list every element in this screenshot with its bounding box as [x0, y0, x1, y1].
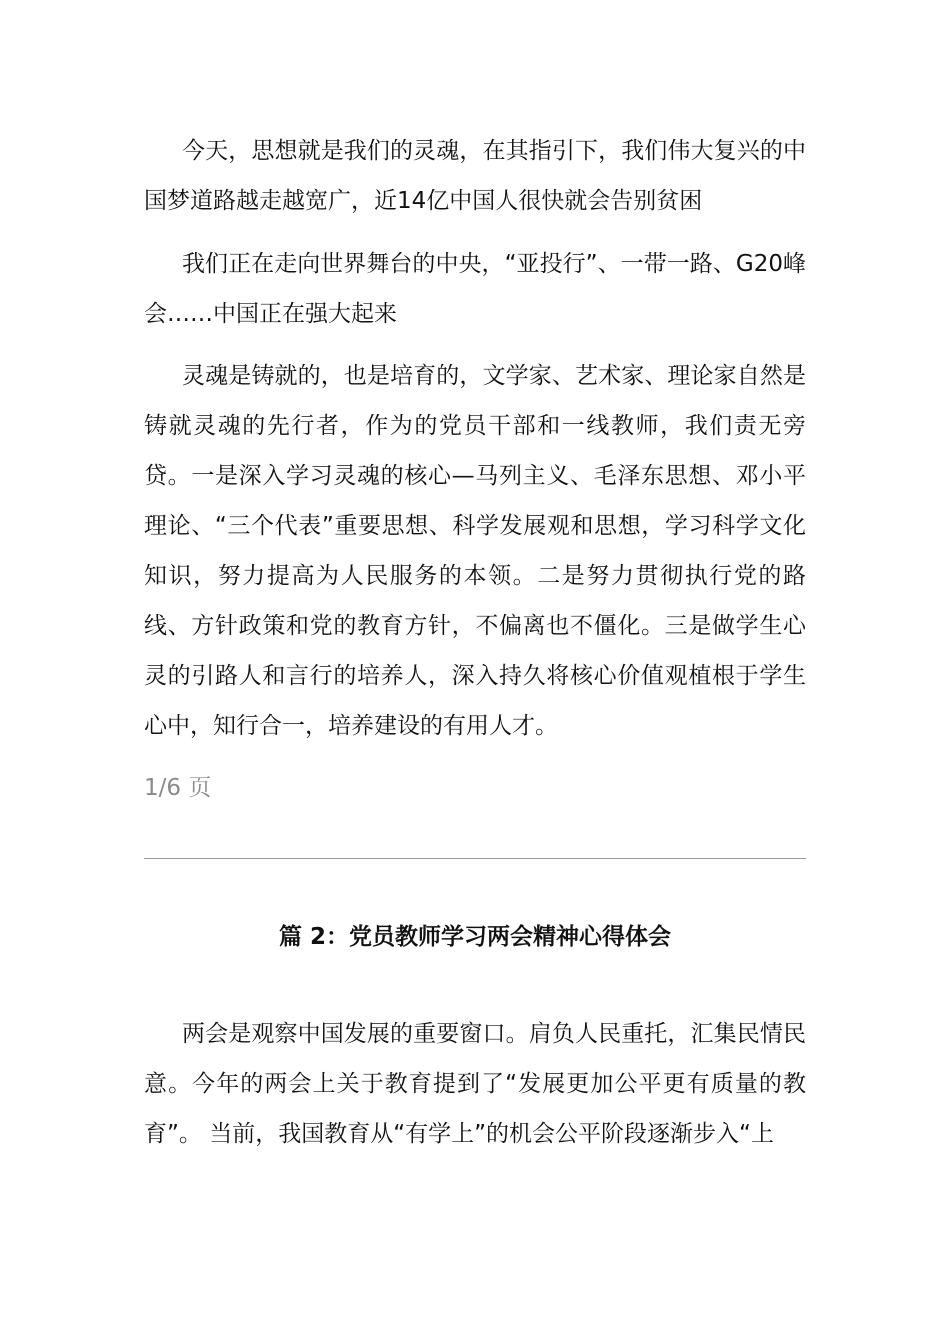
paragraph-1	[144, 126, 806, 226]
paragraph-text: 两会是观察中国发展的重要窗口。肩负人民重托，汇集民情民意。今年的两会上关于教育提到了“发展更加公平更有质量的教育”。 当前，我国教育从“有学上”的机会公平阶段逐渐步入“上	[144, 1021, 806, 1147]
paragraph-3	[144, 351, 806, 751]
paragraph-4	[144, 1009, 806, 1159]
paragraph-text: 我们正在走向世界舞台的中央，“亚投行”、一带一路、G20峰会……中国正在强大起来	[144, 251, 806, 327]
page-divider	[144, 858, 806, 859]
section-title: 篇 2：党员教师学习两会精神心得体会	[278, 924, 671, 950]
page-indicator: 1/6 页	[144, 775, 212, 801]
paragraph-text: 灵魂是铸就的，也是培育的，文学家、艺术家、理论家自然是铸就灵魂的先行者，作为的党员干部和一线教师，我们责无旁贷。一是深入学习灵魂的核心—马列主义、毛泽东思想、邓小平理论、“三个代表”重要思想、科学发展观和思想，学习科学文化知识，努力提高为人民服务的本领。二是努力贯彻执行党的路线、方针政策和党的教育方针，不偏离也不僵化。三是做学生心灵的引路人和言行的培养人，深入持久将核心价值观植根于学生心中，知行合一，培养建设的有用人才。	[144, 363, 806, 739]
paragraph-text: 今天，思想就是我们的灵魂，在其指引下，我们伟大复兴的中国梦道路越走越宽广，近14亿中国人很快就会告别贫困	[144, 138, 806, 214]
paragraph-2	[144, 239, 806, 339]
